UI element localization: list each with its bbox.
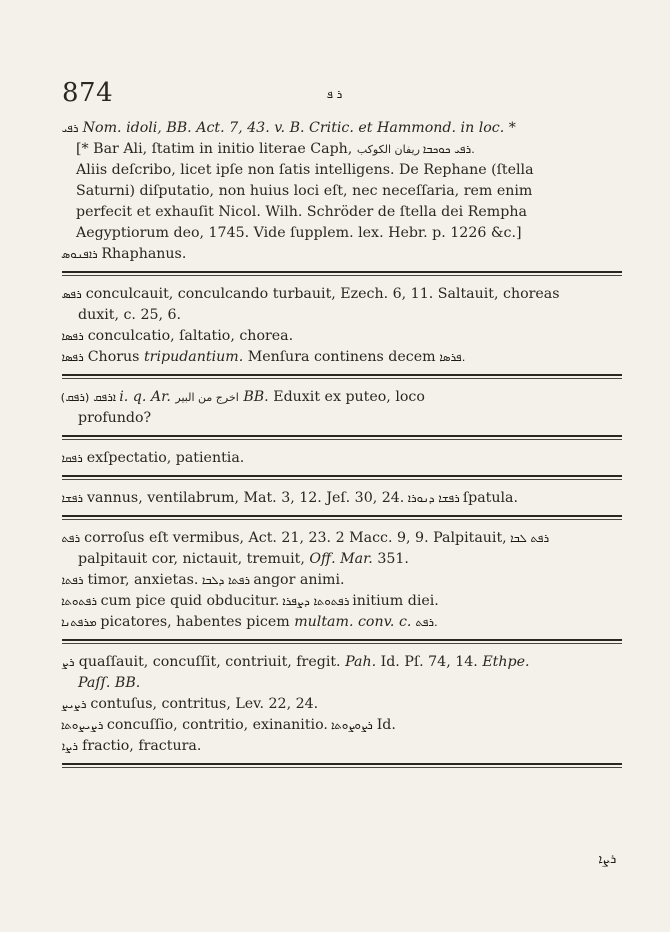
arabic-text: اخرج من البير [175, 391, 239, 404]
entry-vannus [62, 488, 622, 509]
entry-text: i. q. Ar. [119, 389, 171, 405]
lemma-syriac: ܪܦܩܐ [61, 452, 83, 465]
lemma-syriac: ܪܦܬ [61, 532, 81, 545]
syriac-text: ܪܦܬܘܬܐ ܕܨܦܪܐ [282, 595, 350, 608]
section-rule [62, 374, 622, 379]
lemma-syriac: ܪܨ [61, 656, 75, 669]
entry-text: ſpatula. [462, 490, 519, 506]
entry-text: profundo? [78, 410, 152, 426]
entry-text: Eduxit ex puteo, loco [273, 389, 425, 405]
syriac-text: ܪܦܫܐ ܕܢܘܪܐ [407, 492, 460, 505]
entry-rats [62, 652, 622, 757]
lemma-syriac: ܪܨܝܨ [61, 698, 87, 711]
entry-text: Ethpe. [482, 654, 530, 670]
entry-raphas [62, 284, 622, 368]
note-text: [* Bar Ali, ſtatim in initio literae Caph, [76, 141, 353, 157]
entry-text: tripudantium. [143, 349, 244, 365]
lemma-syriac: ܪܐܦܢܘܣ [61, 248, 98, 261]
entry-text: fractio, fractura. [82, 738, 202, 754]
entry-text: multam. conv. c. [294, 614, 412, 630]
entry-text: Paſſ. BB. [78, 675, 141, 691]
entry-rephan [62, 118, 622, 265]
entry-text: exſpectatio, patientia. [86, 450, 245, 466]
syriac-text: ܪܨܘܨܘܬܐ [331, 719, 374, 732]
section-rule [62, 639, 622, 644]
entry-text: concuſſio, contritio, exinanitio. [106, 717, 328, 733]
lemma-syriac: ܪܦܫܐ [61, 492, 84, 505]
lemma-syriac: ܪܦܬܘܬܐ [61, 595, 97, 608]
page-body [62, 78, 622, 776]
running-head: ܪ ܦ [326, 88, 343, 101]
arabic-text: ريفان الكوكب [356, 143, 420, 156]
entry-text: duxit, c. 25, 6. [78, 307, 182, 323]
section-rule [62, 515, 622, 520]
syriac-text: ܦܪܣܐ. [439, 351, 466, 364]
entry-text: conculcatio, ſaltatio, chorea. [87, 328, 294, 344]
entry-text: 351. [377, 551, 409, 567]
syriac-text: ܪܦܝ ܟܘܟܒܐ. [423, 143, 476, 156]
section-rule [62, 475, 622, 480]
entry-text: angor animi. [253, 572, 345, 588]
note-text: Aegyptiorum deo, 1745. Vide ſupplem. lex. Hebr. p. 1226 &c.] [76, 225, 522, 241]
entry-rapht [62, 528, 622, 633]
note-text: Aliis deſcribo, licet ipſe non ſatis intelligens. De Rephane (ſtella [76, 162, 534, 178]
entry-text: cum pice quid obducitur. [100, 593, 280, 609]
lemma-syriac: ܪܨܐ [61, 740, 78, 753]
page-header [62, 78, 622, 118]
lemma-syriac: ܪܦܬܐ [61, 574, 84, 587]
entry-text: palpitauit cor, nictauit, tremuit, [78, 551, 305, 567]
lemma-syriac: ܪܦܣܐ [61, 351, 84, 364]
footnote [62, 139, 622, 244]
entry-text: Off. Mar. [309, 551, 373, 567]
entry-text: corroſus eſt vermibus, Act. 21, 23. 2 Macc. 9, 9. Palpitauit, [84, 530, 507, 546]
entry-text: Id. Pſ. 74, 14. [380, 654, 478, 670]
catchword: ܪܨܐ [598, 852, 617, 866]
entry-text: vannus, ventilabrum, Mat. 3, 12. Jeſ. 30, 24. [87, 490, 405, 506]
lemma-syriac: ܪܦܝ [61, 122, 79, 135]
entry-text: picatores, habentes picem [100, 614, 290, 630]
syriac-text: ܪܦܬ ܠܒܐ [510, 532, 550, 545]
entry-rapheq [62, 387, 622, 429]
note-text: Saturni) diſputatio, non huius loci eſt, nec neceſſaria, rem enim [76, 183, 533, 199]
lemma-syriac: ܪܨܝܨܘܬܐ [60, 719, 104, 732]
lemma-syriac: ܡܪܦܬܢܐ [61, 616, 97, 629]
entry-text: Pah. [345, 654, 377, 670]
entry-text: Menſura continens decem [247, 349, 436, 365]
entry-text: Id. [376, 717, 396, 733]
entry-text: timor, anxietas. [87, 572, 199, 588]
entry-text: BB. [243, 389, 269, 405]
lemma-syriac: ܪܦܣ [61, 288, 82, 301]
section-rule [62, 763, 622, 768]
entry-text: Nom. idoli, BB. Act. 7, 43. v. B. Critic. et Hammond. in loc. * [82, 120, 516, 136]
syriac-text: ܪܦܬ. [415, 616, 438, 629]
entry-text: initium diei. [352, 593, 439, 609]
entry-text: conculcauit, conculcando turbauit, Ezech. 6, 11. Saltauit, choreas [85, 286, 560, 302]
section-rule [62, 435, 622, 440]
entry-expectatio [62, 448, 622, 469]
entry-text: Chorus [87, 349, 140, 365]
entry-text: quaſſauit, concuſſit, contriuit, fregit. [78, 654, 341, 670]
lemma-syriac: (ܪܦܩ) ܐܪܦܩ [60, 391, 117, 404]
entry-text: Rhaphanus. [101, 246, 187, 262]
page-number: 874 [62, 78, 114, 108]
note-text: perfecit et exhauſit Nicol. Wilh. Schröder de ſtella dei Rempha [76, 204, 527, 220]
section-rule [62, 271, 622, 276]
lemma-syriac: ܪܦܣܐ [61, 330, 84, 343]
syriac-text: ܪܦܬܐ ܕܠܒܐ [201, 574, 251, 587]
entry-text: contuſus, contritus, Lev. 22, 24. [90, 696, 319, 712]
